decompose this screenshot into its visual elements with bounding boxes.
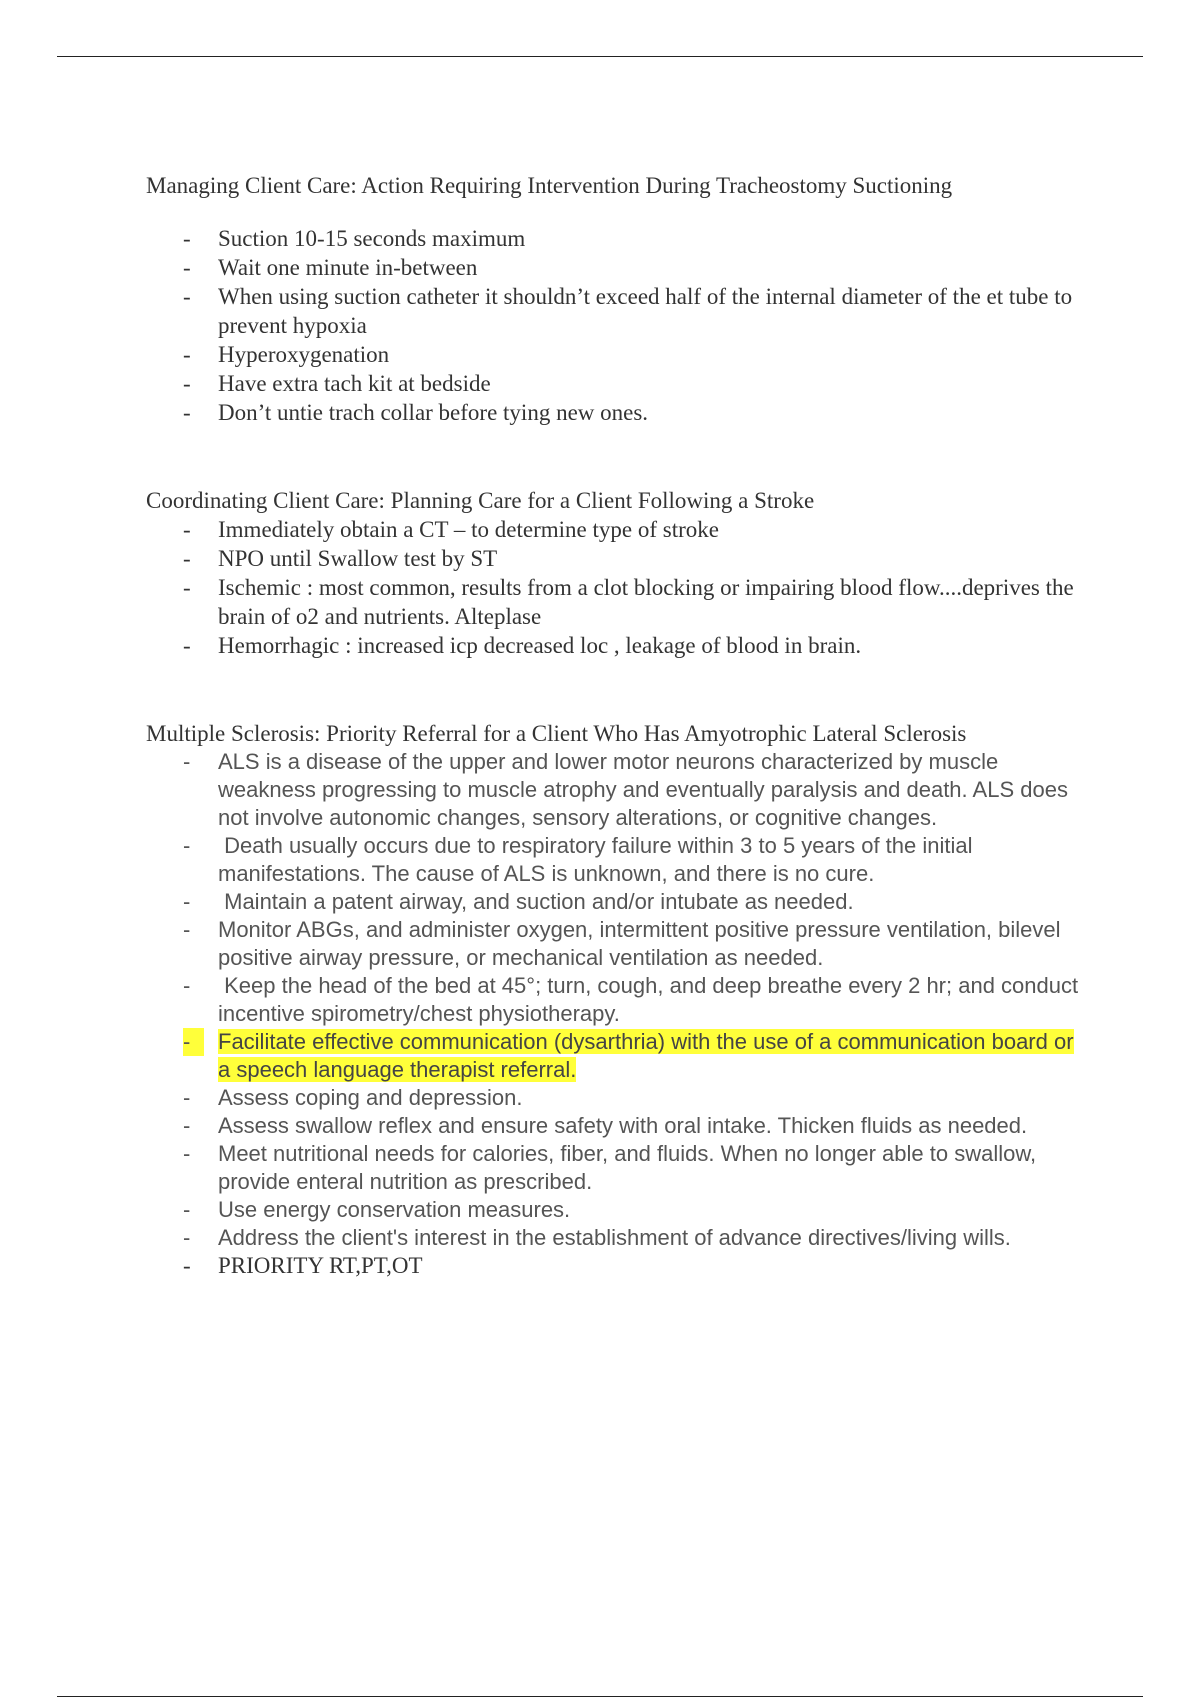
list-item-text: PRIORITY RT,PT,OT <box>218 1253 423 1278</box>
list-item <box>146 1112 1086 1140</box>
list-item <box>146 253 1086 282</box>
list-item <box>146 515 1086 544</box>
section-title: Managing Client Care: Action Requiring Intervention During Tracheostomy Suctioning <box>146 173 953 198</box>
list-item <box>146 888 1086 916</box>
header-rule <box>57 56 1143 57</box>
list-item-text: Wait one minute in-between <box>218 255 478 280</box>
list-item <box>146 544 1086 573</box>
bullet-list <box>146 224 1086 427</box>
list-item-text: Monitor ABGs, and administer oxygen, intermittent positive pressure ventilation, bilevel positive airway pressure, or mechanical ventilation as needed. <box>218 917 1061 970</box>
list-item-text: Address the client's interest in the establishment of advance directives/living wills. <box>218 1225 1011 1250</box>
bullet-dash: - <box>183 1225 191 1250</box>
list-item <box>146 282 1086 340</box>
bullet-dash: - <box>183 1253 191 1278</box>
section-title: Coordinating Client Care: Planning Care for a Client Following a Stroke <box>146 488 815 513</box>
list-item <box>146 1224 1086 1252</box>
bullet-dash: - <box>183 1028 204 1056</box>
section-title: Multiple Sclerosis: Priority Referral for a Client Who Has Amyotrophic Lateral Sclerosis <box>146 721 967 746</box>
list-item-text: Assess swallow reflex and ensure safety with oral intake. Thicken fluids as needed. <box>218 1113 1028 1138</box>
highlighted-text: Facilitate effective communication (dysarthria) with the use of a communication board or a speech language therapist referral. <box>218 1029 1074 1082</box>
bullet-dash: - <box>183 833 191 858</box>
list-item <box>146 1084 1086 1112</box>
document-body <box>146 172 1086 1280</box>
list-item-text: Suction 10-15 seconds maximum <box>218 226 526 251</box>
bullet-list <box>146 748 1086 1280</box>
list-item-text: NPO until Swallow test by ST <box>218 546 498 571</box>
list-item-text: When using suction catheter it shouldn’t exceed half of the internal diameter of the et tube to prevent hypoxia <box>218 284 1073 338</box>
bullet-dash: - <box>183 1141 191 1166</box>
list-item-text: Hyperoxygenation <box>218 342 390 367</box>
list-item <box>146 340 1086 369</box>
bullet-dash: - <box>183 575 191 600</box>
bullet-dash: - <box>183 749 191 774</box>
bullet-dash: - <box>183 371 191 396</box>
bullet-list <box>146 515 1086 660</box>
list-item-text: Keep the head of the bed at 45°; turn, cough, and deep breathe every 2 hr; and conduct incentive spirometry/chest physiotherapy. <box>218 973 1085 1026</box>
list-item <box>146 748 1086 832</box>
list-item-text: Death usually occurs due to respiratory failure within 3 to 5 years of the initial manifestations. The cause of ALS is unknown, and there is no cure. <box>218 833 979 886</box>
bullet-dash: - <box>183 1113 191 1138</box>
list-item-highlighted <box>146 1028 1086 1084</box>
list-item <box>146 398 1086 427</box>
bullet-dash: - <box>183 973 191 998</box>
bullet-dash: - <box>183 342 191 367</box>
bullet-dash: - <box>183 917 191 942</box>
bullet-dash: - <box>183 517 191 542</box>
bullet-dash: - <box>183 400 191 425</box>
list-item-text: Don’t untie trach collar before tying new ones. <box>218 400 649 425</box>
bullet-dash: - <box>183 546 191 571</box>
bullet-dash: - <box>183 255 191 280</box>
list-item-text: Have extra tach kit at bedside <box>218 371 491 396</box>
list-item <box>146 1196 1086 1224</box>
list-item-text: Assess coping and depression. <box>218 1085 523 1110</box>
list-item <box>146 573 1086 631</box>
list-item-text: Use energy conservation measures. <box>218 1197 571 1222</box>
section-tracheostomy-suctioning <box>146 172 1086 427</box>
list-item-text: Maintain a patent airway, and suction and/or intubate as needed. <box>218 889 854 914</box>
bullet-dash: - <box>183 633 191 658</box>
list-item <box>146 224 1086 253</box>
list-item <box>146 916 1086 972</box>
bullet-dash: - <box>183 226 191 251</box>
bullet-dash: - <box>183 889 191 914</box>
list-item-text: ALS is a disease of the upper and lower motor neurons characterized by muscle weakness progressing to muscle atrophy and eventually paralysis and death. ALS does not involve autonomic changes, sensory alterations, or cognitive changes. <box>218 749 1068 830</box>
list-item <box>146 369 1086 398</box>
footer-rule <box>57 1696 1143 1697</box>
bullet-dash: - <box>183 284 191 309</box>
section-als-referral <box>146 720 1086 1280</box>
section-stroke-care <box>146 487 1086 660</box>
list-item <box>146 631 1086 660</box>
list-item-text: Immediately obtain a CT – to determine type of stroke <box>218 517 719 542</box>
list-item <box>146 1252 1086 1280</box>
bullet-dash: - <box>183 1197 191 1222</box>
list-item-text: Ischemic : most common, results from a clot blocking or impairing blood flow....deprives the brain of o2 and nutrients. Alteplase <box>218 575 1074 629</box>
list-item <box>146 972 1086 1028</box>
list-item-text: Meet nutritional needs for calories, fiber, and fluids. When no longer able to swallow, provide enteral nutrition as prescribed. <box>218 1141 1037 1194</box>
list-item-text: Hemorrhagic : increased icp decreased loc , leakage of blood in brain. <box>218 633 862 658</box>
bullet-dash: - <box>183 1085 191 1110</box>
list-item <box>146 832 1086 888</box>
list-item <box>146 1140 1086 1196</box>
